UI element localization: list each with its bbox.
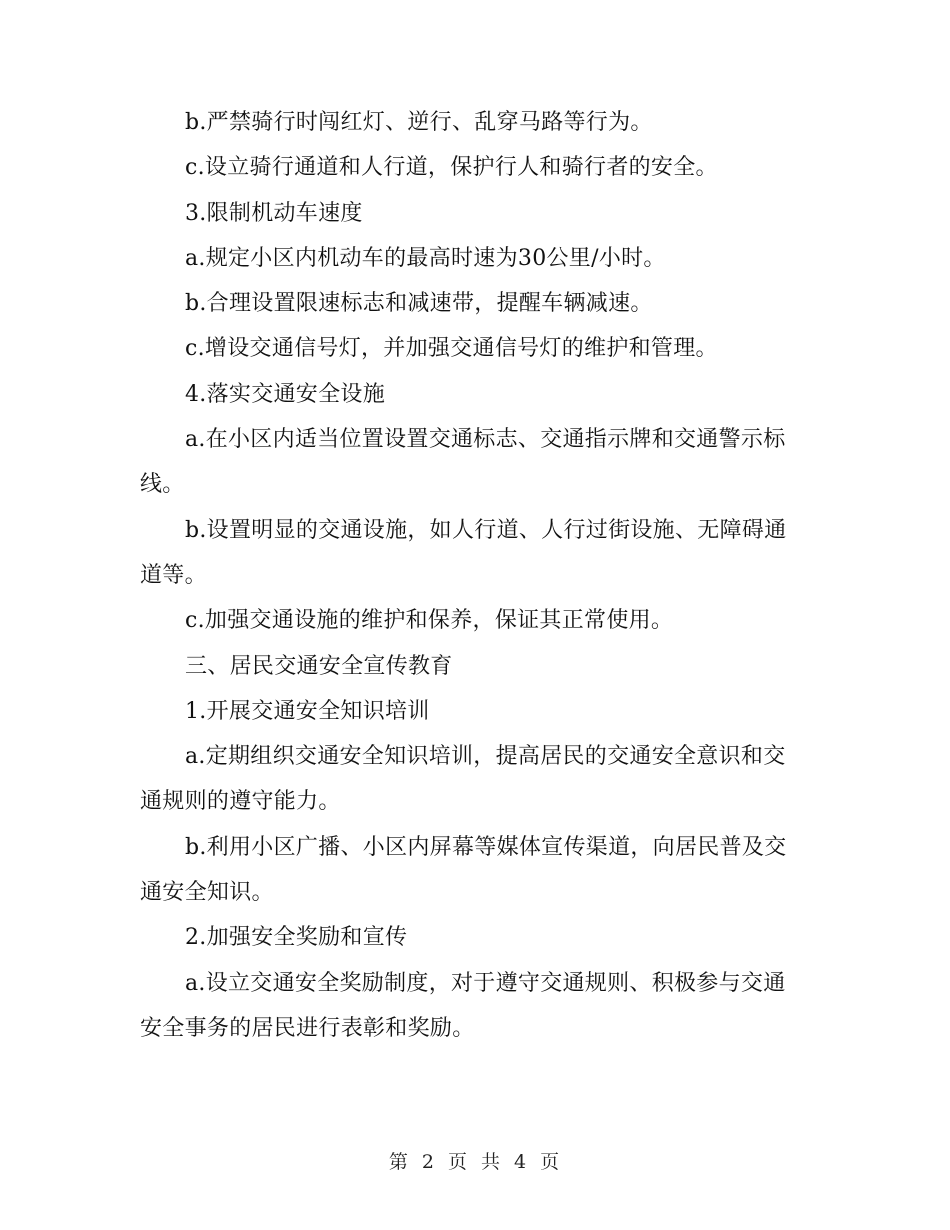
paragraph: a.定期组织交通安全知识培训，提高居民的交通安全意识和交通规则的遵守能力。 <box>140 744 786 815</box>
paragraph: c.设立骑行通道和人行道，保护行人和骑行者的安全。 <box>185 155 718 181</box>
section-heading: 1.开展交通安全知识培训 <box>185 698 430 724</box>
section-heading: 4.落实交通安全设施 <box>185 381 385 407</box>
paragraph: a.规定小区内机动车的最高时速为30公里/小时。 <box>185 245 666 271</box>
section-heading: 2.加强安全奖励和宣传 <box>185 925 408 951</box>
paragraph: a.在小区内适当位置设置交通标志、交通指示牌和交通警示标线。 <box>140 427 786 498</box>
paragraph: b.设置明显的交通设施，如人行道、人行过街设施、无障碍通道等。 <box>140 517 787 588</box>
paragraph: c.加强交通设施的维护和保养，保证其正常使用。 <box>185 608 674 634</box>
paragraph: a.设立交通安全奖励制度，对于遵守交通规则、积极参与交通安全事务的居民进行表彰和奖励。 <box>140 970 786 1041</box>
page-number-footer: 第 2 页 共 4 页 <box>388 1151 562 1173</box>
chapter-heading: 三、居民交通安全宣传教育 <box>185 653 453 679</box>
paragraph: b.严禁骑行时闯红灯、逆行、乱穿马路等行为。 <box>185 110 653 135</box>
document-body <box>140 100 798 1051</box>
paragraph: c.增设交通信号灯，并加强交通信号灯的维护和管理。 <box>185 336 718 362</box>
paragraph: b.利用小区广播、小区内屏幕等媒体宣传渠道，向居民普及交通安全知识。 <box>140 834 787 906</box>
section-heading: 3.限制机动车速度 <box>185 200 363 226</box>
paragraph: b.合理设置限速标志和减速带，提醒车辆减速。 <box>185 291 653 317</box>
